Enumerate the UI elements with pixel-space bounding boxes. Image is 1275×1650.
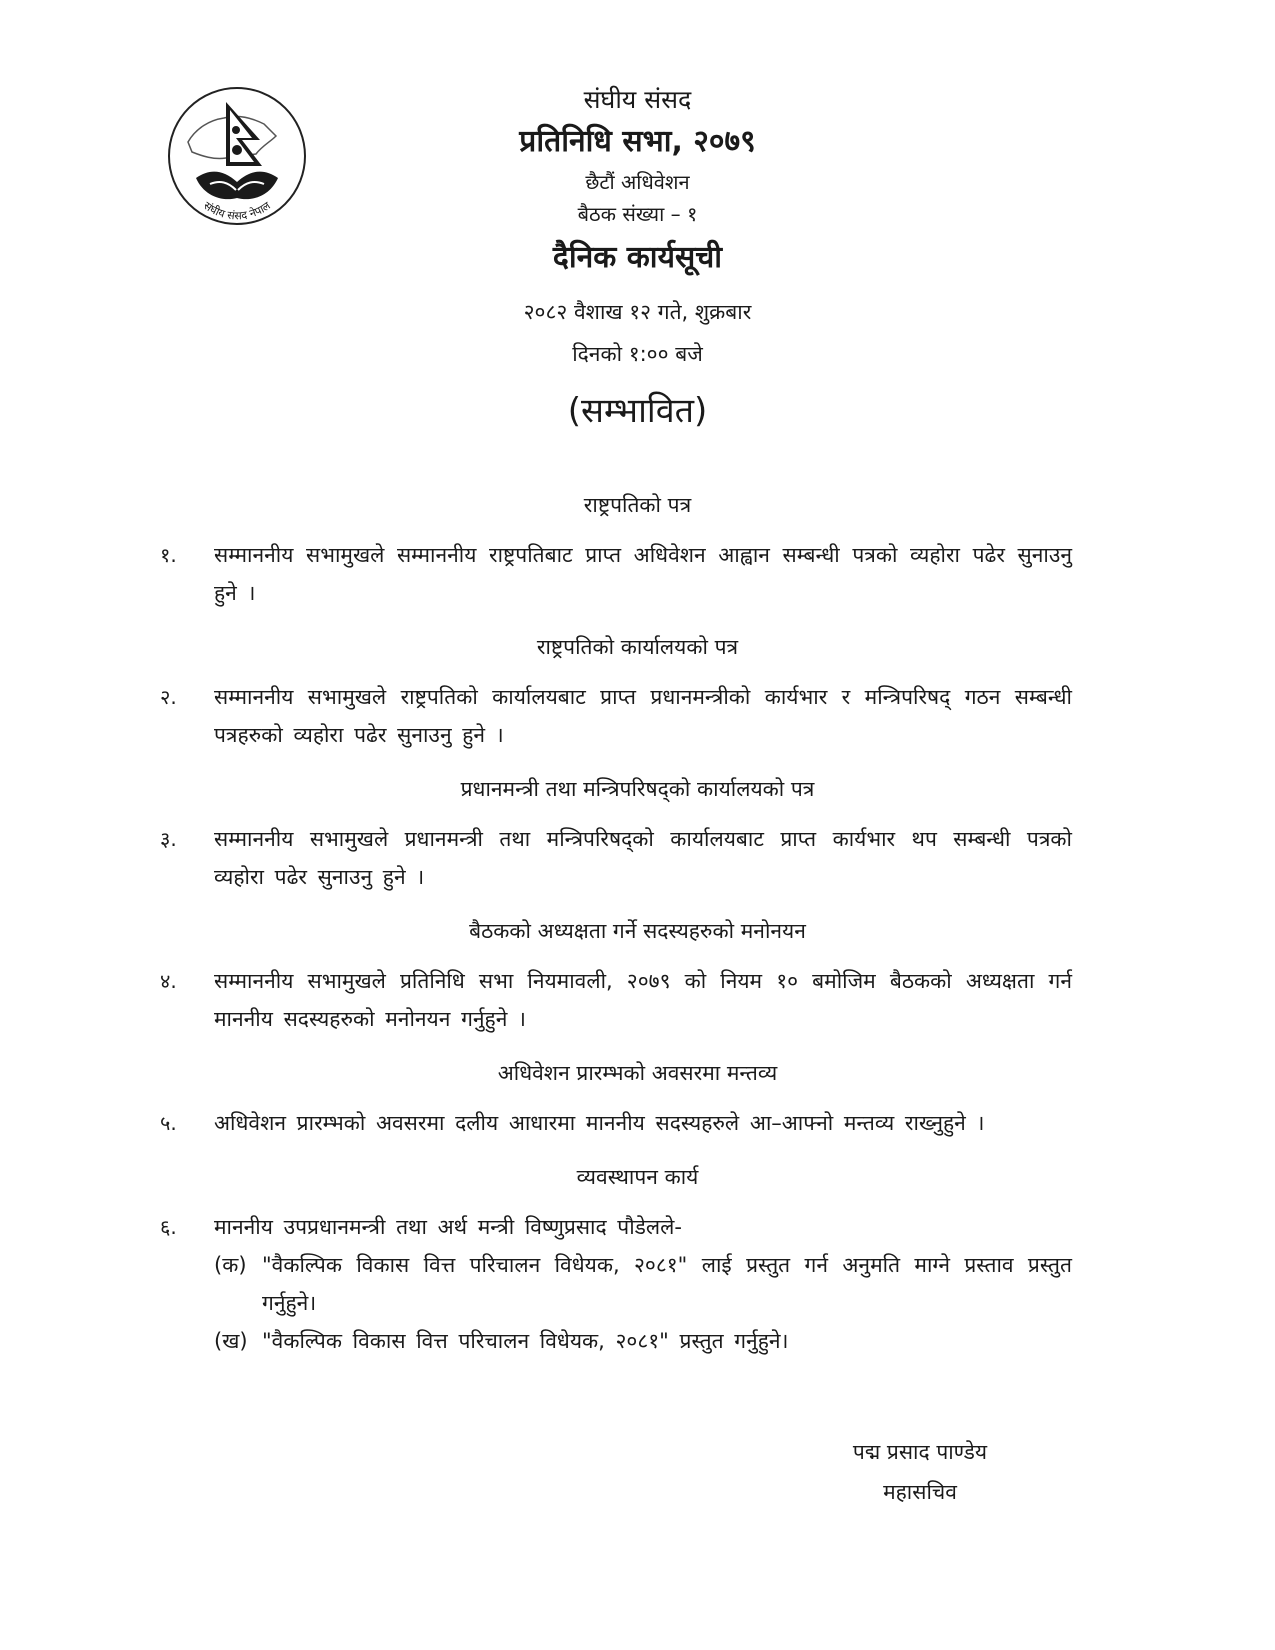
house-name: प्रतिनिधि सभा, २०७९ xyxy=(519,124,756,159)
item-text: अधिवेशन प्रारम्भको अवसरमा दलीय आधारमा माननीय सदस्यहरुले आ–आफ्नो मन्तव्य राख्नुहुने । xyxy=(214,1111,985,1135)
meeting-number: बैठक संख्या – १ xyxy=(577,202,698,226)
agenda-item xyxy=(0,678,1275,754)
probable-label: (सम्भावित) xyxy=(567,391,708,431)
agenda-item xyxy=(0,1104,1275,1142)
session-label: छैटौं अधिवेशन xyxy=(585,170,690,194)
agenda-item xyxy=(0,1208,1275,1246)
agenda-item xyxy=(0,962,1275,1038)
section-title: बैठकको अध्यक्षता गर्ने सदस्यहरुको मनोनयन xyxy=(469,919,806,943)
meeting-time: दिनको १:०० बजे xyxy=(572,342,703,366)
sub-item-text: "वैकल्पिक विकास वित्त परिचालन विधेयक, २०८१" लाई प्रस्तुत गर्न अनुमति माग्ने प्रस्ताव प्रस्तुत गर्नुहुने। xyxy=(262,1253,1072,1315)
item-text: सम्माननीय सभामुखले प्रतिनिधि सभा नियमावली, २०७९ को नियम १० बमोजिम बैठकको अध्यक्षता गर्न माननीय सदस्यहरुको मनोनयन गर्नुहुने । xyxy=(214,969,1072,1031)
agenda-body xyxy=(0,490,1275,1360)
signatory-name: पद्म प्रसाद पाण्डेय xyxy=(852,1440,988,1464)
signature-block xyxy=(820,1432,1020,1512)
section-title: प्रधानमन्त्री तथा मन्त्रिपरिषद्को कार्यालयको पत्र xyxy=(460,777,815,801)
sub-item-label: (ख) xyxy=(214,1329,248,1353)
page-title: दैनिक कार्यसूची xyxy=(552,240,723,275)
sub-item-label: (क) xyxy=(214,1253,247,1277)
section-title: राष्ट्रपतिको पत्र xyxy=(583,493,692,517)
item-text: सम्माननीय सभामुखले राष्ट्रपतिको कार्यालयबाट प्राप्त प्रधानमन्त्रीको कार्यभार र मन्त्रिपरिषद् गठन सम्बन्धी पत्रहरुको व्यहोरा पढेर सुनाउनु हुने । xyxy=(214,685,1072,747)
item-text: सम्माननीय सभामुखले प्रधानमन्त्री तथा मन्त्रिपरिषद्को कार्यालयबाट प्राप्त कार्यभार थप सम्बन्धी पत्रको व्यहोरा पढेर सुनाउनु हुने । xyxy=(214,827,1072,889)
item-number: ५. xyxy=(160,1111,177,1135)
item-text: सम्माननीय सभामुखले सम्माननीय राष्ट्रपतिबाट प्राप्त अधिवेशन आह्वान सम्बन्धी पत्रको व्यहोरा पढेर सुनाउनु हुने । xyxy=(214,543,1072,605)
parliament-name: संघीय संसद xyxy=(583,85,692,114)
item-number: ४. xyxy=(160,969,177,993)
item-number: २. xyxy=(160,685,177,709)
agenda-item xyxy=(0,820,1275,896)
sub-item-text: "वैकल्पिक विकास वित्त परिचालन विधेयक, २०८१" प्रस्तुत गर्नुहुने। xyxy=(262,1329,789,1353)
item-number: १. xyxy=(160,543,177,567)
sub-item xyxy=(214,1246,1072,1322)
document-header xyxy=(0,82,1275,444)
meeting-date: २०८२ वैशाख १२ गते, शुक्रबार xyxy=(523,300,752,324)
section-title: अधिवेशन प्रारम्भको अवसरमा मन्तव्य xyxy=(497,1061,778,1085)
section-title: व्यवस्थापन कार्य xyxy=(576,1165,699,1189)
emblem-text: संघीय संसद नेपाल xyxy=(201,199,273,223)
sub-item xyxy=(214,1322,1072,1360)
signatory-title: महासचिव xyxy=(883,1480,957,1504)
section-title: राष्ट्रपतिको कार्यालयको पत्र xyxy=(536,635,739,659)
item-text: माननीय उपप्रधानमन्त्री तथा अर्थ मन्त्री विष्णुप्रसाद पौडेलले- xyxy=(214,1215,682,1239)
agenda-item xyxy=(0,536,1275,612)
item-number: ६. xyxy=(160,1215,177,1239)
item-number: ३. xyxy=(160,827,177,851)
